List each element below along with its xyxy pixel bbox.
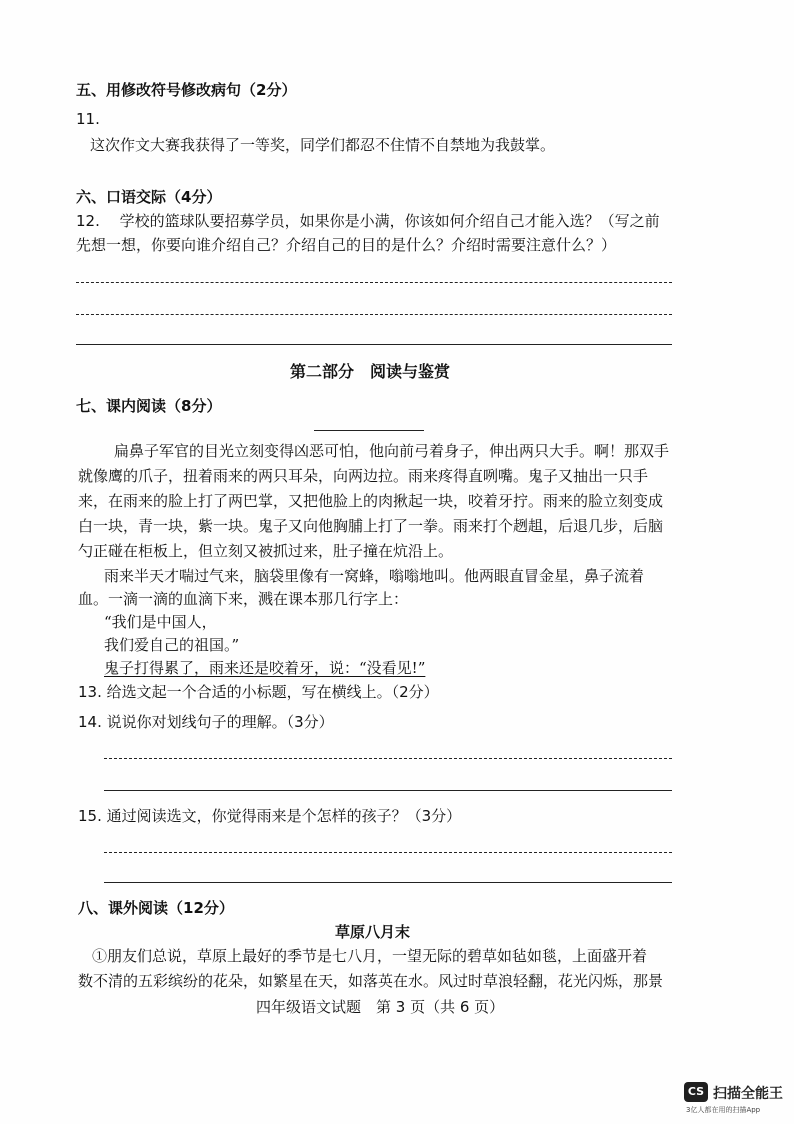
article-paragraph-1-line-2: 数不清的五彩缤纷的花朵，如繁星在天，如落英在水。风过时草浪轻翻，花光闪烁，那景 [78,972,664,990]
answer-line-14-2[interactable] [104,790,672,791]
passage-line-5: 勺正碰在柜板上，但立刻又被抓过来，肚子撞在炕沿上。 [78,542,454,560]
underlined-sentence: 鬼子打得累了，雨来还是咬着牙，说：“没看见!” [104,659,426,677]
passage-quote-line-1: “我们是中国人， [104,613,217,631]
section-6-heading: 六、口语交际（4分） [76,188,222,206]
question-14: 14. 说说你对划线句子的理解。（3分） [78,713,334,731]
camscanner-logo: CS [684,1082,708,1102]
question-13: 13. 给选文起一个合适的小标题，写在横线上。（2分） [78,683,439,701]
answer-line-12-2[interactable] [76,314,672,315]
passage-line-4: 白一块，青一块，紫一块。鬼子又向他胸脯上打了一拳。雨来打个趔趄，后退几步，后脑 [78,517,664,535]
answer-line-12-3[interactable] [76,344,672,345]
question-12-line-2: 先想一想，你要向谁介绍自己？介绍自己的目的是什么？介绍时需要注意什么？） [76,236,617,254]
answer-line-12-1[interactable] [76,282,672,283]
answer-line-14-1[interactable] [104,758,672,759]
question-11-number: 11. [76,110,100,128]
article-paragraph-1-line-1: ①朋友们总说，草原上最好的季节是七八月，一望无际的碧草如毡如毯，上面盛开着 [92,947,648,965]
passage-line-1: 扁鼻子军官的目光立刻变得凶恶可怕，他向前弓着身子，伸出两只大手。啊！那双手 [114,442,670,460]
answer-line-15-1[interactable] [104,852,672,853]
section-8-heading: 八、课外阅读（12分） [78,899,234,917]
article-title: 草原八月末 [335,923,411,941]
passage-line-3: 来，在雨来的脸上打了两巴掌，又把他脸上的肉揪起一块，咬着牙拧。雨来的脸立刻变成 [78,492,664,510]
question-15: 15. 通过阅读选文，你觉得雨来是个怎样的孩子？（3分） [78,807,462,825]
question-11-sentence: 这次作文大赛我获得了一等奖，同学们都忍不住情不自禁地为我鼓掌。 [90,136,556,154]
part-2-title: 第二部分 阅读与鉴赏 [290,362,451,381]
answer-line-15-2[interactable] [104,882,672,883]
passage-quote-line-2: 我们爱自己的祖国。” [104,636,240,654]
section-7-heading: 七、课内阅读（8分） [76,397,222,415]
page-footer: 四年级语文试题 第 3 页（共 6 页） [256,998,505,1016]
watermark-brand: 扫描全能王 [713,1086,783,1102]
passage-line-6: 雨来半天才喘过气来，脑袋里像有一窝蜂，嗡嗡地叫。他两眼直冒金星，鼻子流着 [104,567,645,585]
passage-title-blank[interactable] [314,430,424,431]
passage-line-7: 血。一滴一滴的血滴下来，溅在课本那几行字上： [78,590,409,608]
section-5-heading: 五、用修改符号修改病句（2分） [76,81,297,99]
passage-line-2: 就像鹰的爪子，扭着雨来的两只耳朵，向两边拉。雨来疼得直咧嘴。鬼子又抽出一只手 [78,467,649,485]
question-12-line-1: 12. 学校的篮球队要招募学员，如果你是小满，你该如何介绍自己才能入选？（写之前 [76,212,660,230]
watermark-tagline: 3亿人都在用的扫描App [686,1106,761,1114]
